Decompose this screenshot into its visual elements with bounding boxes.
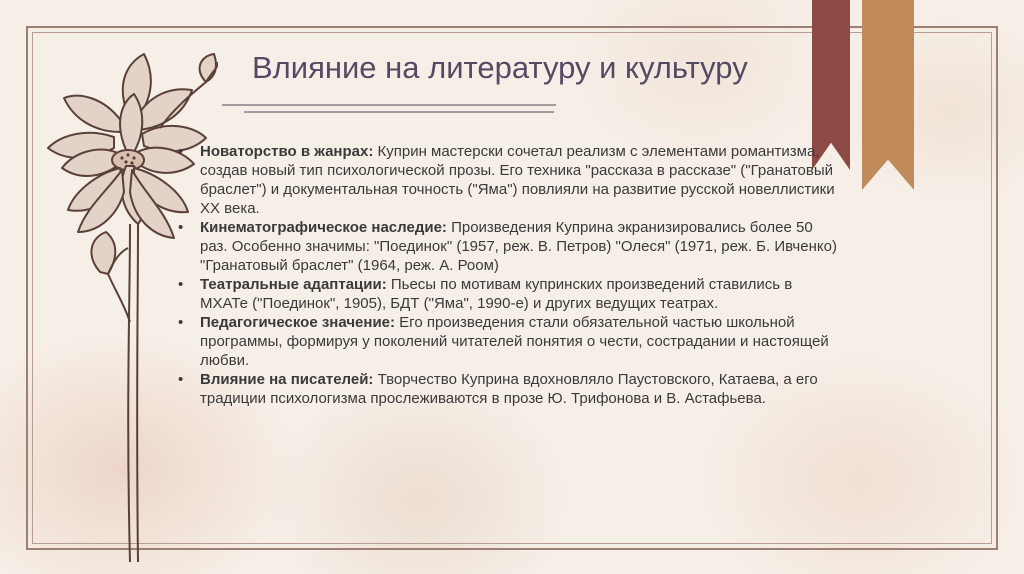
list-item <box>178 142 838 218</box>
title-underline <box>222 104 556 106</box>
bullet-icon: • <box>178 276 184 293</box>
list-item <box>178 370 838 408</box>
item-text: Куприн мастерски сочетал реализм с элементами романтизма, создав новый тип психологической прозы. Его техника "рассказа в рассказе" ("Гранатовый браслет") и документальная точность ("Яма") повлияли на развитие русской новеллистики XX века. <box>200 143 835 217</box>
item-heading: Влияние на писателей: <box>200 371 374 388</box>
list-item <box>178 275 838 313</box>
item-text: Творчество Куприна вдохновляло Паустовского, Катаева, а его традиции психологизма прослеживаются в прозе Ю. Трифонова и В. Астафьева. <box>200 371 818 407</box>
slide-title: Влияние на литературу и культуру <box>252 50 748 85</box>
bullet-icon: • <box>178 219 184 236</box>
list-item <box>178 313 838 370</box>
item-heading: Педагогическое значение: <box>200 314 395 331</box>
bullet-icon: • <box>178 143 184 160</box>
list-item <box>178 218 838 275</box>
item-text: Произведения Куприна экранизировались более 50 раз. Особенно значимы: "Поединок" (1957, реж. В. Петров) "Олеся" (1971, реж. Б. Ивченко) "Гранатовый браслет" (1964, реж. А. Роом) <box>200 219 837 274</box>
item-text: Его произведения стали обязательной частью школьной программы, формируя у поколений читателей понятия о чести, сострадании и настоящей любви. <box>200 314 829 369</box>
item-heading: Новаторство в жанрах: <box>200 143 374 160</box>
bullet-icon: • <box>178 314 184 331</box>
bullet-list <box>178 142 838 408</box>
item-text: Пьесы по мотивам купринских произведений ставились в МХАТе ("Поединок", 1905), БДТ ("Яма", 1990-е) и других ведущих театрах. <box>200 276 793 312</box>
item-heading: Кинематографическое наследие: <box>200 219 447 236</box>
title-underline-secondary <box>244 111 554 113</box>
item-heading: Театральные адаптации: <box>200 276 387 293</box>
bullet-icon: • <box>178 371 184 388</box>
